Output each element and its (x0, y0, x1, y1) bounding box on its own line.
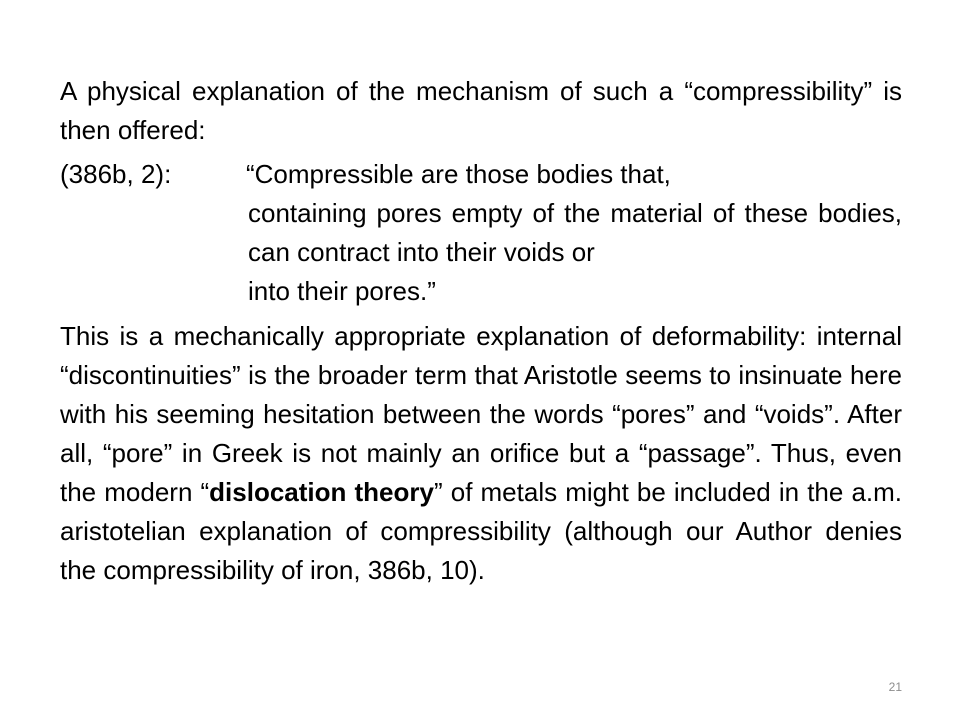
explanation-paragraph (60, 317, 902, 590)
explanation-text-part2: ” of metals might be included in the a.m. aristotelian explanation of compressibility (although our Author denies the compressibility of iron, 386b, 10). (60, 477, 903, 585)
explanation-text-part1: This is a mechanically appropriate explanation of deformability: internal “discontinuities” is the broader term that Aristotle seems to insinuate here with his seeming hesitation between the words “pores” and “voids”. After all, “pore” in Greek is not mainly an orifice but a “passage”. Thus, even the modern “ (60, 321, 902, 507)
quotation-text (248, 155, 902, 311)
quotation-line-first: “Compressible are those bodies that, (246, 159, 671, 189)
page-number: 21 (888, 680, 902, 694)
intro-paragraph: A physical explanation of the mechanism of such a “compressibility” is then offered: (60, 76, 902, 145)
quotation-line-last: into their pores.” (248, 276, 436, 306)
quotation-reference: (386b, 2): (60, 159, 172, 189)
quotation-block (60, 155, 902, 315)
quotation-body: containing pores empty of the material of these bodies, can contract into their voids or (248, 198, 902, 267)
emphasis-dislocation-theory: dislocation theory (209, 477, 434, 507)
